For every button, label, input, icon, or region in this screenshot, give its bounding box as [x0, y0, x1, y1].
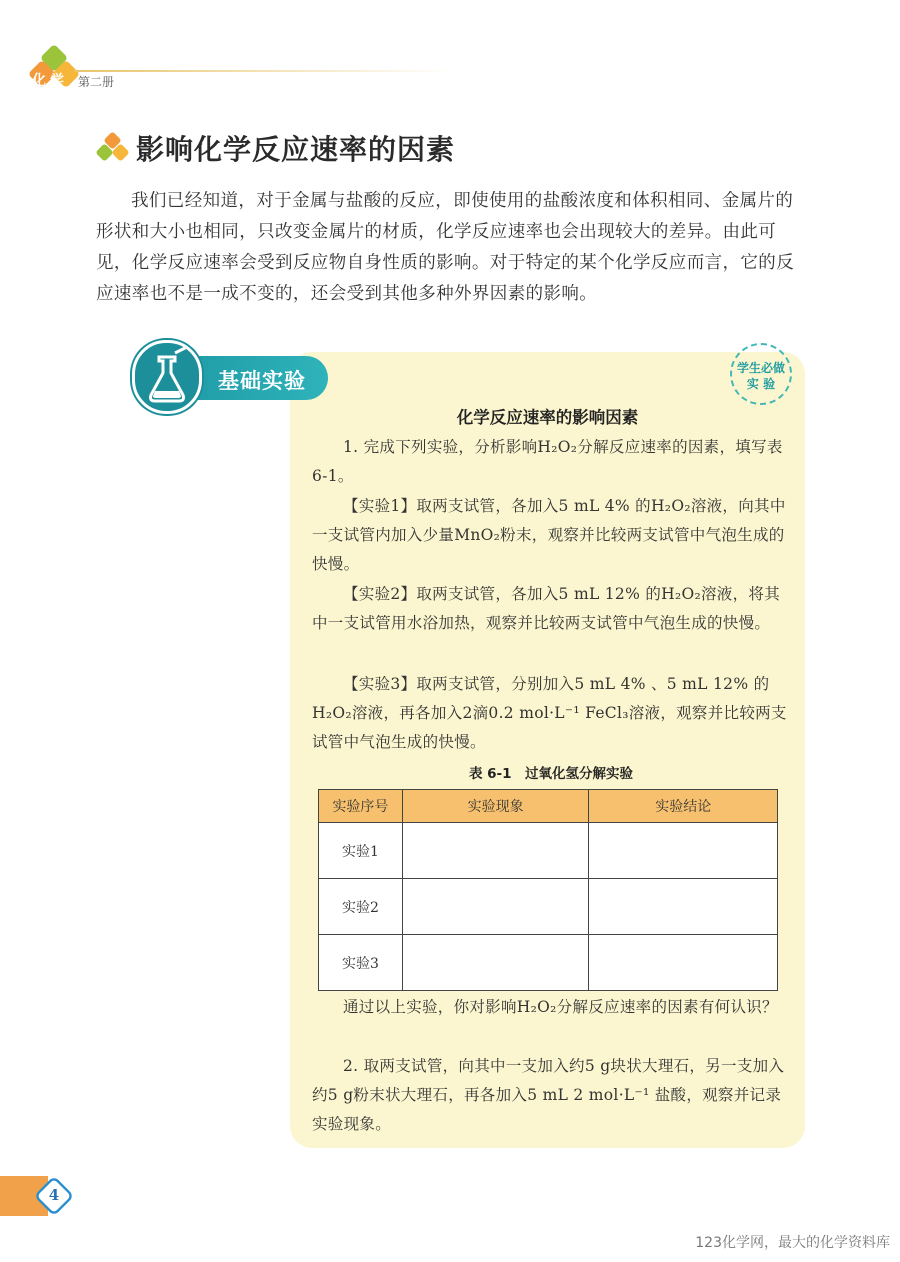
header-rule — [74, 70, 454, 72]
experiment-table — [318, 789, 778, 991]
table-header-row — [319, 790, 778, 823]
experiment-3-paragraph: 【实验3】取两支试管，分别加入5 mL 4% 、5 mL 12% 的H₂O₂溶液，再各加入2滴0.2 mol·L⁻¹ FeCl₃溶液，观察并比较两支试管中气泡生成的快慢。 — [312, 675, 787, 751]
table-header: 实验序号 — [319, 790, 403, 823]
required-experiment-stamp — [730, 343, 792, 405]
table-cell — [402, 935, 589, 991]
page-number: 4 — [48, 1186, 60, 1204]
intro-paragraph: 我们已经知道，对于金属与盐酸的反应，即使使用的盐酸浓度和体积相同、金属片的形状和大小也相同，只改变金属片的材质，化学反应速率也会出现较大的差异。由此可见，化学反应速率会受到反应物自身性质的影响。对于特定的某个化学反应而言，它的反应速率也不是一成不变的，还会受到其他多种外界因素的影响。 — [96, 191, 795, 304]
page-number-badge — [36, 1178, 72, 1214]
experiment-title: 化学反应速率的影响因素 — [456, 408, 639, 427]
book-title: 化学 — [32, 73, 68, 89]
table-row — [319, 879, 778, 935]
table-cell — [589, 935, 778, 991]
table-cell — [402, 879, 589, 935]
book-volume: 第二册 — [78, 75, 115, 89]
row-label: 实验2 — [319, 879, 403, 935]
table-cell — [589, 823, 778, 879]
section-heading — [96, 128, 455, 168]
badge-label: 基础实验 — [218, 369, 306, 393]
stamp-line2: 实 验 — [746, 377, 776, 391]
watermark: 123化学网，最大的化学资料库 — [695, 1235, 890, 1251]
table-cell — [402, 823, 589, 879]
hexagon-cluster-icon — [96, 133, 128, 163]
section-title: 影响化学反应速率的因素 — [136, 133, 456, 166]
table-header: 实验结论 — [589, 790, 778, 823]
reflection-paragraph: 通过以上实验，你对影响H₂O₂分解反应速率的因素有何认识？ — [343, 998, 778, 1016]
row-label: 实验3 — [319, 935, 403, 991]
step-2-paragraph: 2. 取两支试管，向其中一支加入约5 g块状大理石，另一支加入约5 g粉末状大理石，再各加入5 mL 2 mol·L⁻¹ 盐酸，观察并记录实验现象。 — [312, 1057, 785, 1133]
experiment-1-paragraph: 【实验1】取两支试管，各加入5 mL 4% 的H₂O₂溶液，向其中一支试管内加入少量MnO₂粉末，观察并比较两支试管中气泡生成的快慢。 — [312, 497, 786, 573]
table-header: 实验现象 — [402, 790, 589, 823]
step-1-paragraph: 1. 完成下列实验，分析影响H₂O₂分解反应速率的因素，填写表6-1。 — [312, 438, 783, 485]
stamp-line1: 学生必做 — [736, 361, 785, 375]
table-row — [319, 935, 778, 991]
book-header — [28, 44, 448, 94]
experiment-badge — [132, 340, 332, 412]
row-label: 实验1 — [319, 823, 403, 879]
table-row — [319, 823, 778, 879]
experiment-2-paragraph: 【实验2】取两支试管，各加入5 mL 12% 的H₂O₂溶液，将其中一支试管用水浴加热，观察并比较两支试管中气泡生成的快慢。 — [312, 585, 780, 632]
table-caption: 表 6-1 过氧化氢分解实验 — [468, 766, 634, 782]
flask-icon — [132, 340, 202, 414]
table-cell — [589, 879, 778, 935]
